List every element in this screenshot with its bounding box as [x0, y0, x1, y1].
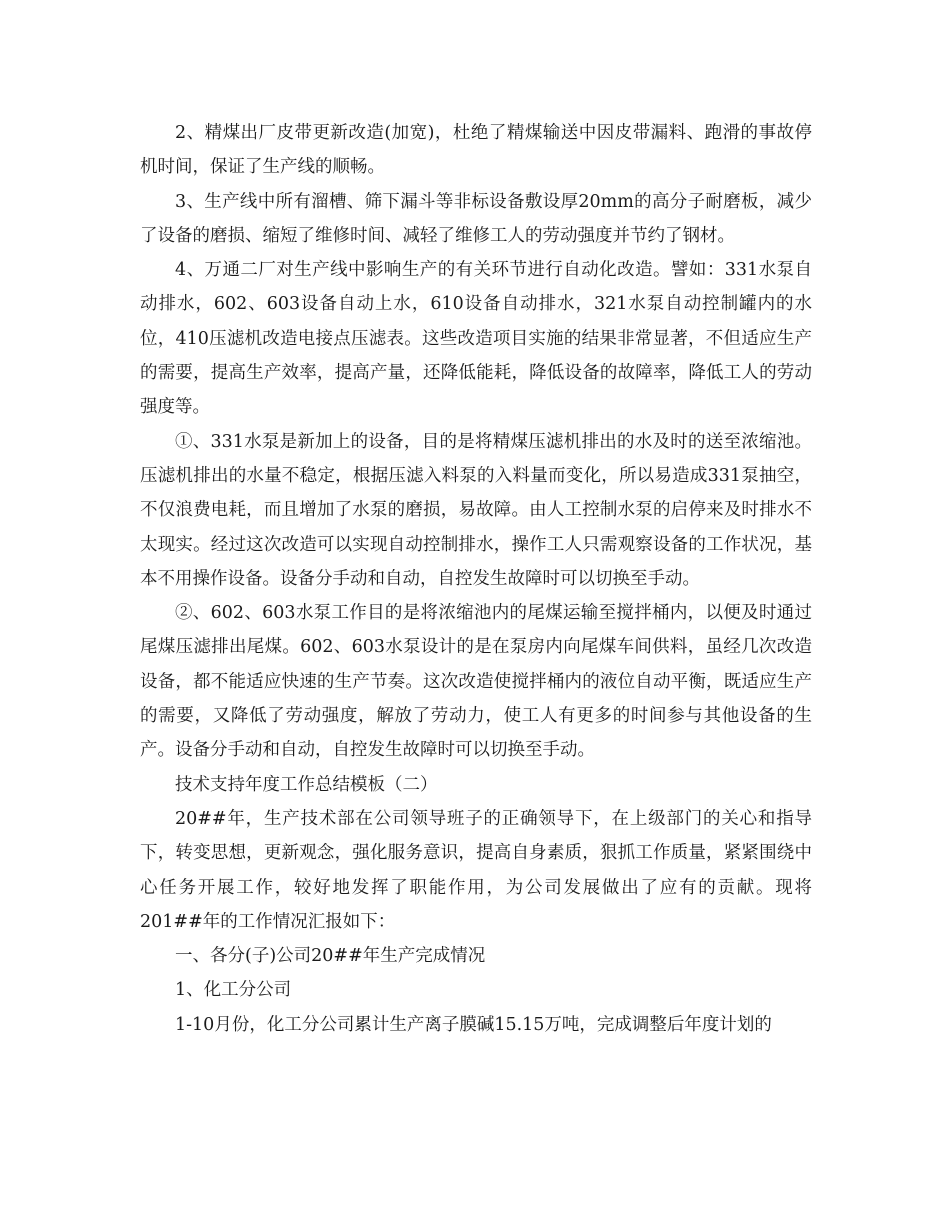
section-title: 技术支持年度工作总结模板（二）: [175, 774, 438, 795]
paragraph-pump-602-603: ②、602、603水泵工作目的是将浓缩池内的尾煤运输至搅拌桶内，以便及时通过尾煤压滤排出尾煤。602、603水泵设计的是在泵房内向尾煤车间供料，虽经几次改造设备，都不能适应快速的生产节奏。这次改造使搅拌桶内的液位自动平衡，既适应生产的需要，又降低了劳动强度，解放了劳动力，使工人有更多的时间参与其他设备的生产。设备分手动和自动，自控发生故障时可以切换至手动。: [140, 603, 812, 761]
paragraph-belt-upgrade: 2、精煤出厂皮带更新改造(加宽)，杜绝了精煤输送中因皮带漏料、跑滑的事故停机时间，保证了生产线的顺畅。: [140, 123, 812, 178]
paragraph-wear-plates: 3、生产线中所有溜槽、筛下漏斗等非标设备敷设厚20mm的高分子耐磨板，减少了设备的磨损、缩短了维修时间、减轻了维修工人的劳动强度并节约了钢材。: [140, 191, 812, 246]
heading-chemical-branch: 1、化工分公司: [175, 980, 292, 1001]
paragraph-automation: 4、万通二厂对生产线中影响生产的有关环节进行自动化改造。譬如：331水泵自动排水，602、603设备自动上水，610设备自动排水，321水泵自动控制罐内的水位，410压滤机改造电接点压滤表。这些改造项目实施的结果非常显著，不但适应生产的需要，提高生产效率，提高产量，还降低能耗，降低设备的故障率，降低工人的劳动强度等。: [140, 260, 812, 418]
paragraph-intro: 20##年，生产技术部在公司领导班子的正确领导下，在上级部门的关心和指导下，转变思想，更新观念，强化服务意识，提高自身素质，狠抓工作质量，紧紧围绕中心任务开展工作，较好地发挥了职能作用，为公司发展做出了应有的贡献。现将201##年的工作情况汇报如下：: [140, 808, 812, 932]
paragraph-pump-331: ①、331水泵是新加上的设备，目的是将精煤压滤机排出的水及时的送至浓缩池。压滤机排出的水量不稳定，根据压滤入料泵的入料量而变化，所以易造成331泵抽空，不仅浪费电耗，而且增加了水泵的磨损，易故障。由人工控制水泵的启停来及时排水不太现实。经过这次改造可以实现自动控制排水，操作工人只需观察设备的工作状况，基本不用操作设备。设备分手动和自动，自控发生故障时可以切换至手动。: [140, 431, 812, 589]
heading-production: 一、各分(子)公司20##年生产完成情况: [175, 946, 486, 967]
paragraph-chemical-output: 1-10月份，化工分公司累计生产离子膜碱15.15万吨，完成调整后年度计划的: [175, 1014, 772, 1035]
document-body: [140, 116, 812, 1042]
